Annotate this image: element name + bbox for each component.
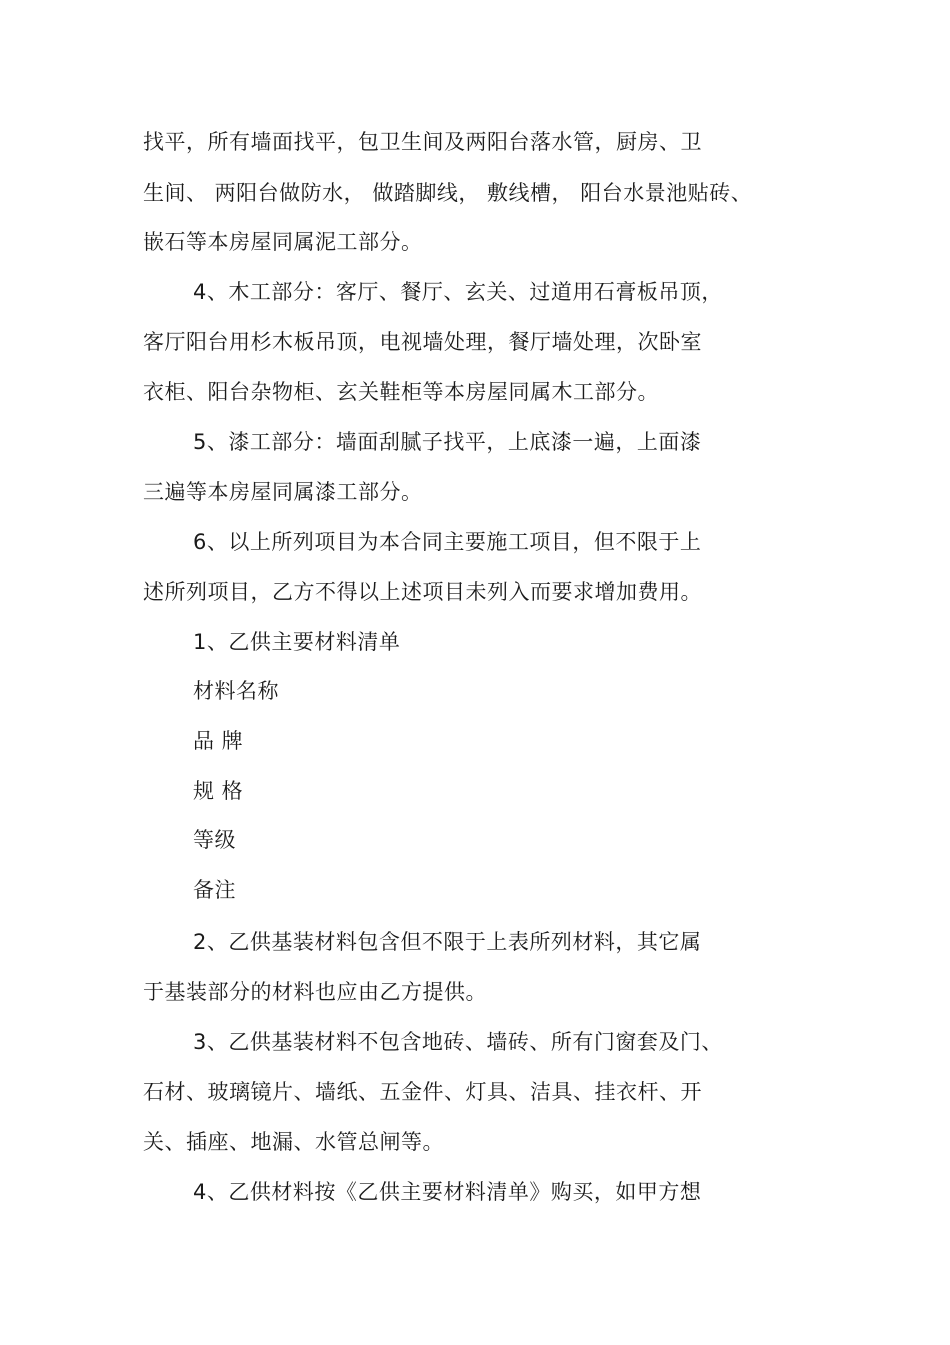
paragraph-line-6: 衣柜、阳台杂物柜、玄关鞋柜等本房屋同属木工部分。: [143, 380, 659, 404]
paragraph-line-1: 找平，所有墙面找平，包卫生间及两阳台落水管，厨房、卫: [143, 130, 702, 154]
paragraph-line-9: 6、以上所列项目为本合同主要施工项目，但不限于上: [193, 530, 702, 554]
paragraph-line-20: 石材、玻璃镜片、墙纸、五金件、灯具、洁具、挂衣杆、开: [143, 1080, 702, 1104]
paragraph-line-7: 5、漆工部分：墙面刮腻子找平，上底漆一遍，上面漆: [193, 430, 702, 454]
paragraph-line-17: 2、乙供基装材料包含但不限于上表所列材料，其它属: [193, 930, 702, 954]
materials-list-heading: 1、乙供主要材料清单: [193, 630, 401, 654]
materials-field-name: 材料名称: [193, 679, 279, 703]
materials-field-grade: 等级: [193, 828, 236, 852]
materials-field-spec: 规 格: [193, 779, 244, 803]
paragraph-line-2: 生间、 两阳台做防水， 做踏脚线， 敷线槽， 阳台水景池贴砖、: [143, 181, 753, 205]
paragraph-line-19: 3、乙供基装材料不包含地砖、墙砖、所有门窗套及门、: [193, 1030, 723, 1054]
paragraph-line-21: 关、插座、地漏、水管总闸等。: [143, 1130, 444, 1154]
paragraph-line-8: 三遍等本房屋同属漆工部分。: [143, 480, 423, 504]
paragraph-line-22: 4、乙供材料按《乙供主要材料清单》购买，如甲方想: [193, 1180, 702, 1204]
paragraph-line-18: 于基装部分的材料也应由乙方提供。: [143, 980, 487, 1004]
paragraph-line-5: 客厅阳台用杉木板吊顶，电视墙处理，餐厅墙处理，次卧室: [143, 330, 702, 354]
paragraph-line-4: 4、木工部分：客厅、餐厅、玄关、过道用石膏板吊顶，: [193, 280, 723, 304]
materials-field-remark: 备注: [193, 878, 236, 902]
materials-field-brand: 品 牌: [193, 729, 244, 753]
paragraph-line-10: 述所列项目，乙方不得以上述项目未列入而要求增加费用。: [143, 580, 702, 604]
paragraph-line-3: 嵌石等本房屋同属泥工部分。: [143, 230, 423, 254]
